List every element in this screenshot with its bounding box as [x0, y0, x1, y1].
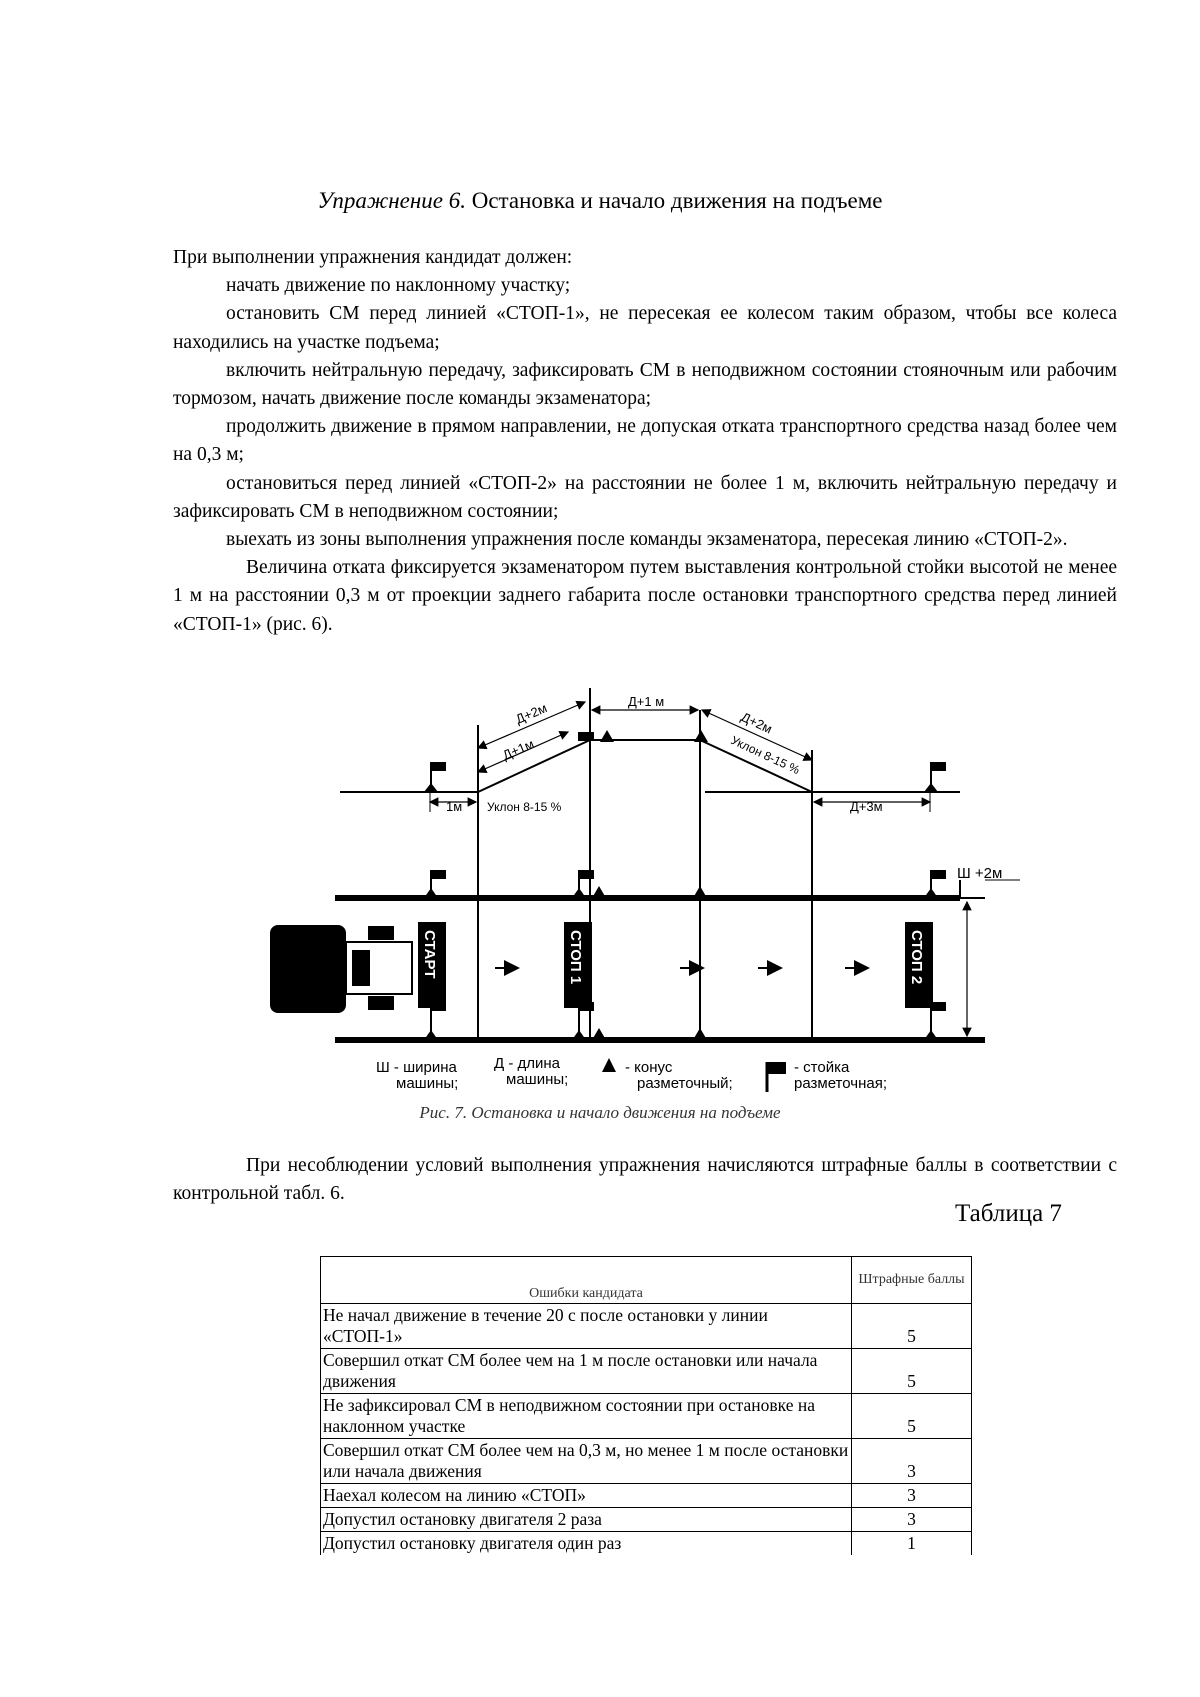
table-header-row	[321, 1257, 972, 1304]
table-row	[321, 1349, 972, 1394]
cone-icon	[693, 886, 707, 898]
instructions	[173, 244, 1117, 639]
error-cell: Не начал движение в течение 20 с после остановки у линии «СТОП-1»	[321, 1304, 852, 1349]
points-cell: 1	[852, 1532, 972, 1556]
flag-icon	[424, 870, 446, 898]
dim-1m: 1м	[446, 799, 463, 814]
flag-icon	[766, 1062, 786, 1092]
points-cell: 3	[852, 1508, 972, 1532]
legend-cone-2: разметочный;	[637, 1075, 733, 1092]
figure-caption: Рис. 7. Остановка и начало движения на подъеме	[419, 1103, 781, 1122]
error-cell: Совершил откат СМ более чем на 0,3 м, но менее 1 м после остановки или начала движения	[321, 1439, 852, 1484]
legend-length: Д - длина	[494, 1055, 560, 1072]
cone-icon	[600, 730, 614, 742]
table-row	[321, 1439, 972, 1484]
exercise-diagram	[0, 680, 1200, 1100]
flag-icon	[924, 762, 946, 792]
paragraph: При выполнении упражнения кандидат должен:	[173, 247, 573, 268]
table-title: Таблица 7	[955, 1200, 1062, 1227]
header-errors: Ошибки кандидата	[321, 1257, 852, 1304]
legend-width-2: машины;	[396, 1075, 459, 1092]
legend-length-2: машины;	[506, 1071, 569, 1088]
dim-width: Ш +2м	[957, 865, 1003, 882]
flag-icon	[578, 732, 594, 741]
legend-post-2: разметочная;	[794, 1075, 887, 1092]
cone-icon	[592, 886, 606, 898]
dim-d2m-left: Д+2м	[513, 700, 550, 727]
error-cell: Совершил откат СМ более чем на 1 м после остановки или начала движения	[321, 1349, 852, 1394]
exercise-title	[0, 188, 1200, 214]
dim-d2m-right: Д+2м	[738, 709, 775, 737]
paragraph: остановиться перед линией «СТОП-2» на расстоянии не более 1 м, включить нейтральную передачу и зафиксировать СМ в неподвижном состоянии;	[173, 472, 1117, 522]
exercise-name: Остановка и начало движения на подъеме	[465, 188, 883, 213]
flag-icon	[424, 762, 446, 792]
points-cell: 5	[852, 1304, 972, 1349]
points-cell: 3	[852, 1484, 972, 1508]
table-row	[321, 1532, 972, 1556]
plan-view	[270, 865, 1020, 1040]
table-row	[321, 1508, 972, 1532]
table-row	[321, 1304, 972, 1349]
table-row	[321, 1394, 972, 1439]
paragraph: остановить СМ перед линией «СТОП-1», не пересекая ее колесом таким образом, чтобы все колеса находились на участке подъема;	[173, 303, 1117, 353]
paragraph: При несоблюдении условий выполнения упражнения начисляются штрафные баллы в соответствии с контрольной табл. 6.	[173, 1155, 1117, 1205]
paragraph: включить нейтральную передачу, зафиксировать СМ в неподвижном состоянии стояночным или рабочим тормозом, начать движение после команды экзаменатора;	[173, 359, 1117, 410]
legend	[376, 1055, 887, 1092]
cone-icon	[693, 1028, 707, 1040]
penalty-table	[320, 1256, 972, 1555]
exercise-number: Упражнение 6.	[317, 188, 466, 213]
table-row	[321, 1484, 972, 1508]
paragraph: выехать из зоны выполнения упражнения после команды экзаменатора, пересекая линию «СТОП-2».	[226, 529, 1068, 551]
error-cell: Наехал колесом на линию «СТОП»	[321, 1484, 852, 1508]
points-cell: 5	[852, 1394, 972, 1439]
slope-up-label: Уклон 8-15 %	[487, 800, 562, 814]
paragraph: Величина отката фиксируется экзаменатором путем выставления контрольной стойки высотой не менее 1 м на расстоянии 0,3 м от проекции заднего габарита после остановки транспортного средства перед линией «СТОП-1» (рис. 6).	[173, 557, 1117, 635]
error-cell: Допустил остановку двигателя один раз	[321, 1532, 852, 1556]
cone-icon	[694, 730, 708, 742]
header-points: Штрафные баллы	[852, 1257, 972, 1304]
legend-post: - стойка	[794, 1059, 850, 1076]
legend-cone: - конус	[625, 1059, 673, 1076]
cone-icon	[602, 1058, 616, 1072]
legend-width: Ш - ширина	[376, 1059, 457, 1076]
flag-icon	[924, 870, 946, 898]
paragraph: начать движение по наклонному участку;	[226, 275, 571, 297]
dim-d1m-top: Д+1 м	[628, 694, 665, 709]
slope-down-label: Уклон 8-15 %	[728, 733, 802, 778]
dim-d3m: Д+3м	[850, 799, 883, 814]
start-sign-label: СТАРТ	[421, 930, 438, 979]
error-cell: Допустил остановку двигателя 2 раза	[321, 1508, 852, 1532]
stop2-sign-label: СТОП 2	[908, 930, 925, 985]
diagram-svg	[0, 680, 1200, 1100]
stop1-sign-label: СТОП 1	[567, 930, 584, 985]
points-cell: 3	[852, 1439, 972, 1484]
paragraph: продолжить движение в прямом направлении, не допуская отката транспортного средства назад более чем на 0,3 м;	[173, 416, 1117, 466]
points-cell: 5	[852, 1349, 972, 1394]
error-cell: Не зафиксировал СМ в неподвижном состоянии при остановке на наклонном участке	[321, 1394, 852, 1439]
dim-d1m-left: Д+1м	[500, 736, 537, 763]
tractor-icon	[270, 925, 412, 1013]
cone-icon	[592, 1028, 606, 1040]
